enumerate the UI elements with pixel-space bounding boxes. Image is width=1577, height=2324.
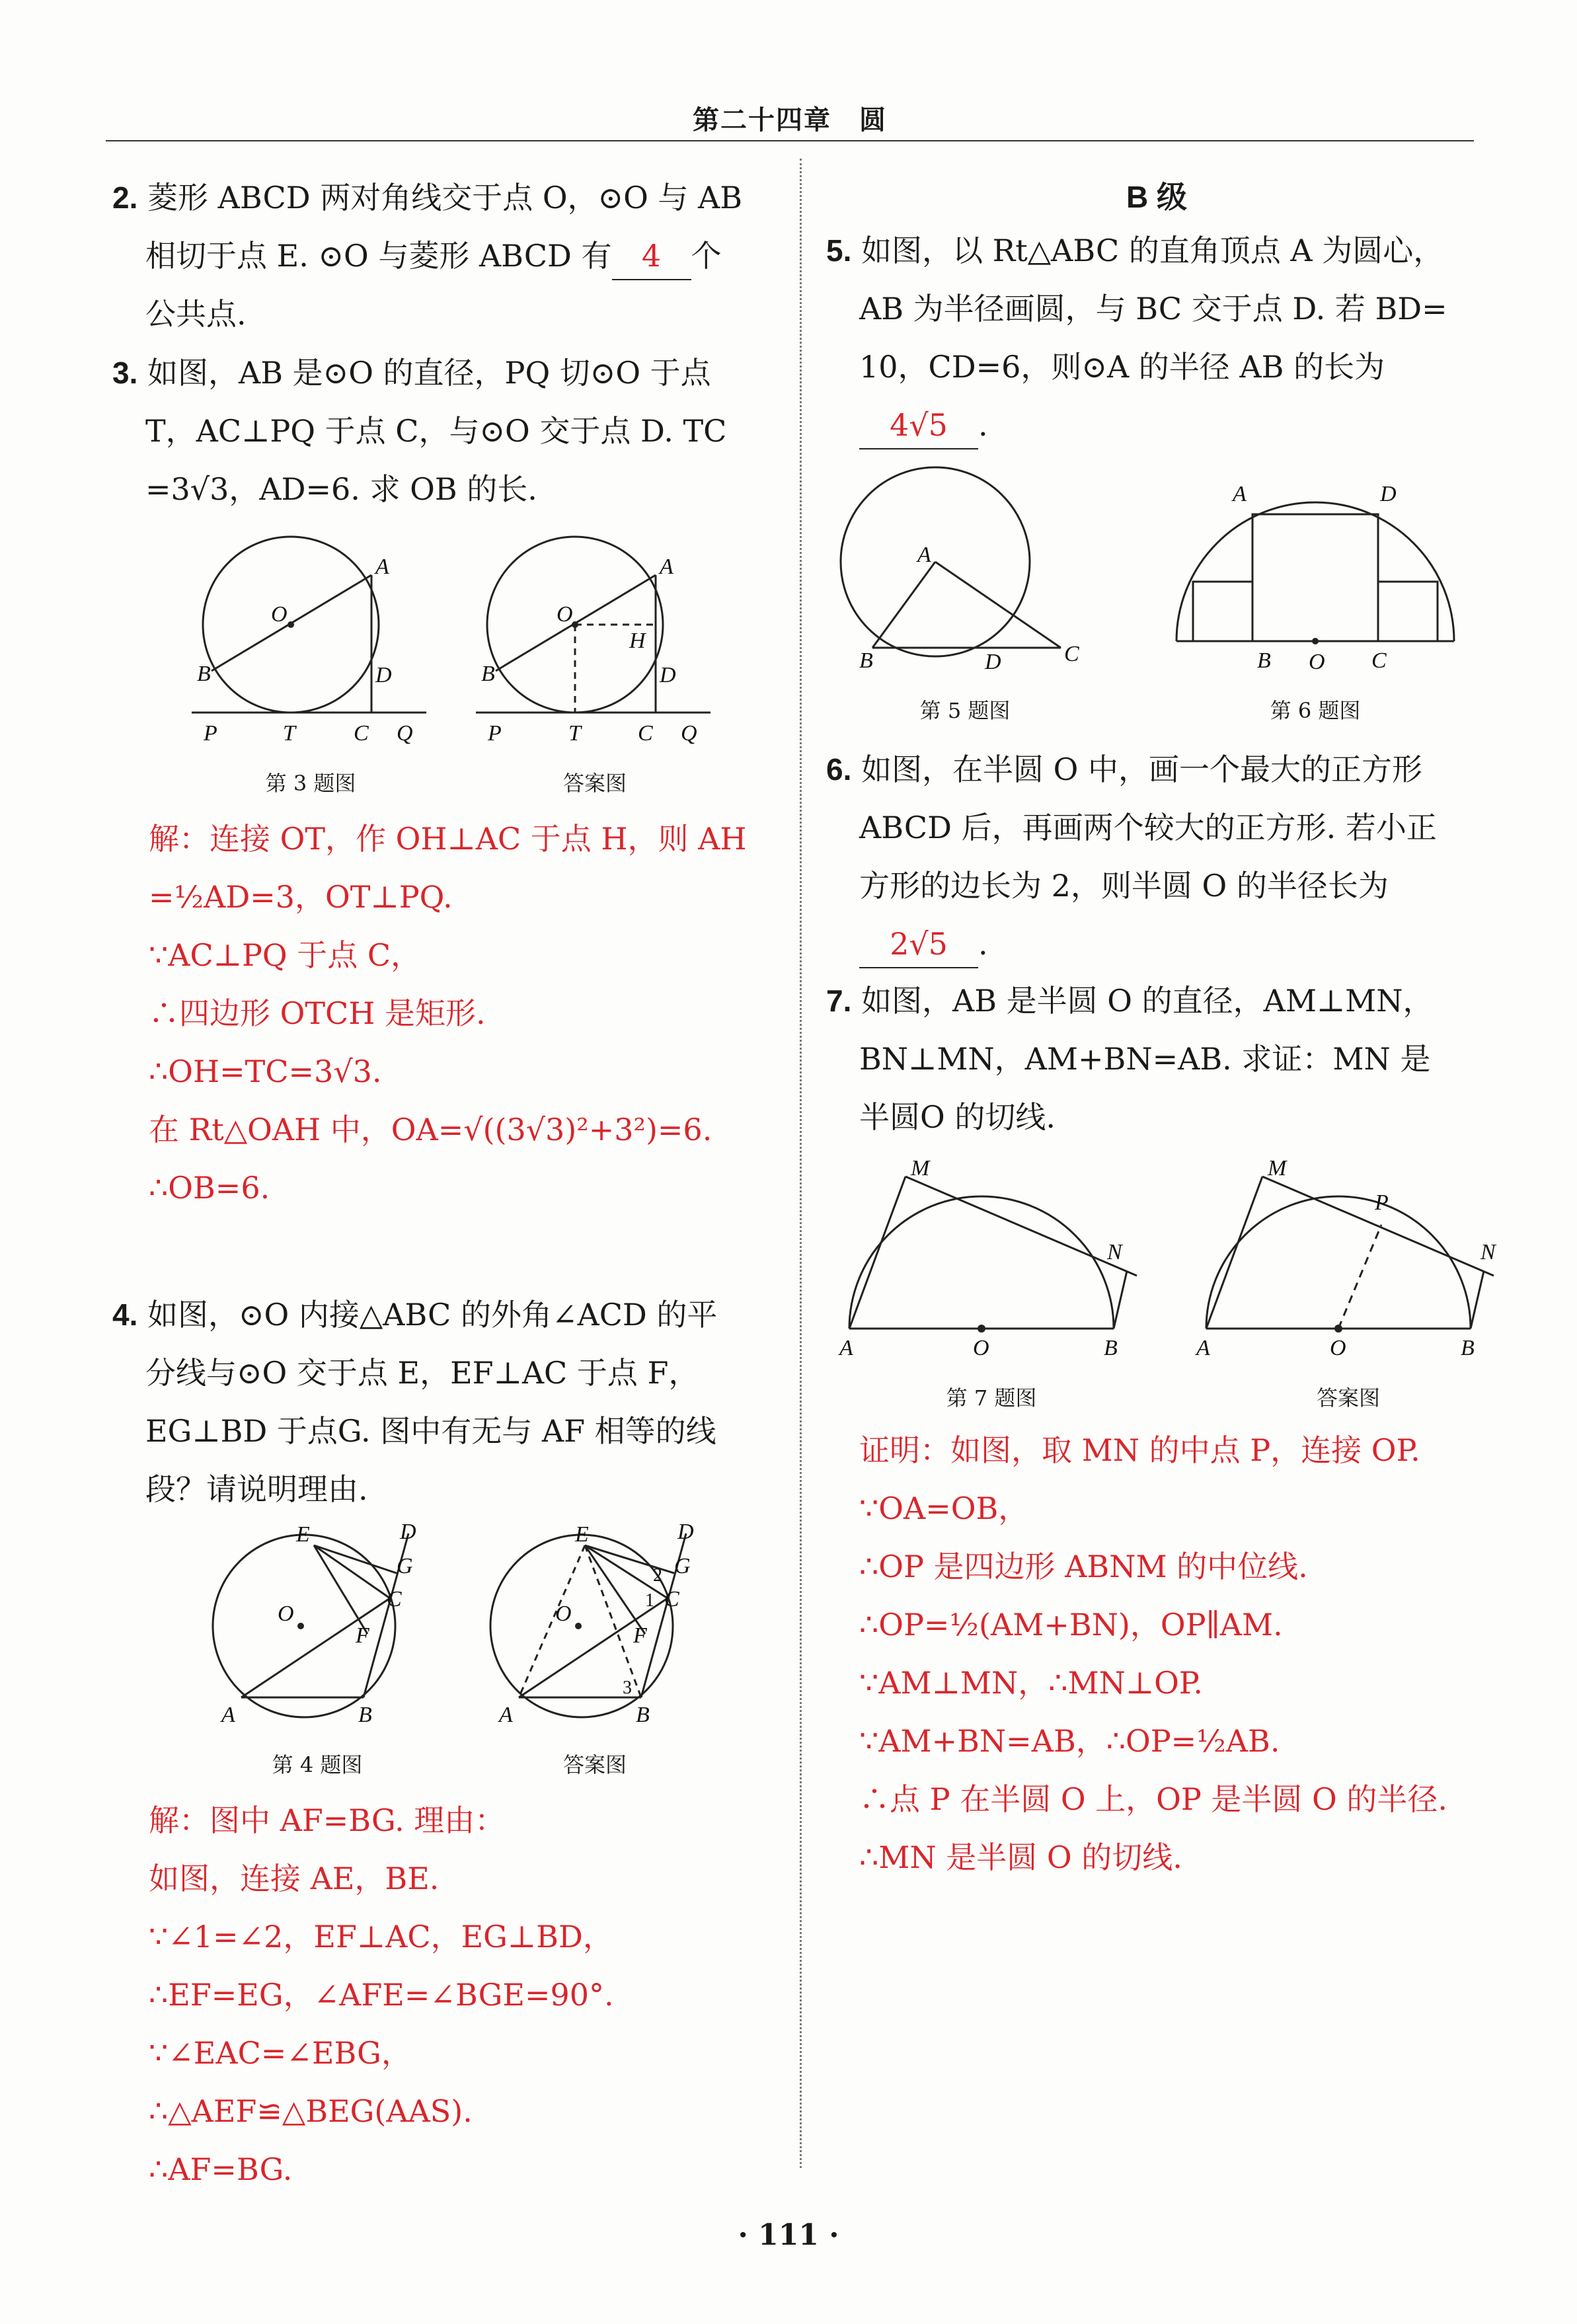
line-am: [1206, 1177, 1262, 1329]
solution-line: ∵∠EAC=∠EBG，: [149, 2035, 412, 2071]
solution-line: 解：图中 AF=BG. 理由：: [149, 1802, 506, 1838]
question-number: 2.: [112, 180, 138, 215]
figure-caption: 第 3 题图: [265, 771, 356, 796]
label-a: A: [221, 1703, 235, 1727]
figure-q4-answer: [476, 1520, 727, 1738]
question-text: EG⊥BD 于点G. 图中有无与 AF 相等的线: [145, 1413, 716, 1449]
label-f: F: [633, 1623, 647, 1648]
question-5: 5. 如图，以 Rt△ABC 的直角顶点 A 为圆心， AB 为半径画圆，与 BC 交于点 D. 若 BD= 10，CD=6，则⊙A 的半径 AB 的长为 4√5 .: [826, 221, 1481, 454]
label-b: B: [636, 1703, 650, 1727]
line-bn: [1471, 1271, 1484, 1329]
question-number: 3.: [112, 356, 138, 390]
figure-caption: 答案图: [562, 771, 627, 796]
center-dot: [978, 1325, 985, 1333]
label-g: G: [397, 1554, 413, 1578]
label-p: P: [488, 721, 502, 746]
column-divider: [800, 159, 802, 2168]
angle-label-1: 1: [645, 1590, 654, 1611]
label-q: Q: [397, 721, 413, 746]
solution-line: =½AD=3，OT⊥PQ.: [149, 879, 453, 915]
label-p: P: [1375, 1190, 1389, 1215]
solution-line: ∴OH=TC=3√3.: [149, 1054, 382, 1089]
label-n: N: [1481, 1240, 1496, 1264]
solution-line: ∴点 P 在半圆 O 上，OP 是半圆 O 的半径.: [859, 1781, 1448, 1817]
center-dot: [575, 1623, 582, 1629]
question-text: ABCD 后，再画两个较大的正方形. 若小正: [859, 810, 1437, 845]
figure-caption: 第 4 题图: [272, 1752, 363, 1777]
figure-q6: [1163, 483, 1474, 681]
solution-line: ∵AM⊥MN，∴MN⊥OP.: [859, 1665, 1204, 1701]
square-abcd: [1252, 514, 1378, 641]
label-a: A: [1233, 483, 1247, 506]
line-op: [1338, 1225, 1381, 1329]
line-mn: [905, 1177, 1137, 1276]
label-o: O: [271, 602, 288, 627]
label-b: B: [197, 662, 211, 686]
figure-caption: 答案图: [562, 1752, 627, 1777]
question-6: 6. 如图，在半圆 O 中，画一个最大的正方形 ABCD 后，再画两个较大的正方形. 若小正 方形的边长为 2，则半圆 O 的半径长为 2√5 .: [826, 740, 1481, 973]
label-b: B: [1104, 1336, 1118, 1360]
label-q: Q: [681, 721, 697, 746]
label-t: T: [568, 721, 581, 746]
line-am: [849, 1177, 905, 1329]
label-d: D: [375, 663, 392, 687]
label-h: H: [629, 629, 646, 653]
figure-q3-answer: [476, 529, 727, 754]
question-number: 4.: [112, 1298, 138, 1332]
label-b: B: [1257, 648, 1271, 673]
header-rule: [106, 140, 1474, 141]
solution-line: ∴OP=½(AM+BN)，OP∥AM.: [859, 1607, 1283, 1643]
label-a: A: [499, 1703, 513, 1727]
figure-q7: [833, 1150, 1150, 1368]
semicircle-o: [1176, 502, 1454, 641]
angle-label-3: 3: [623, 1678, 632, 1698]
question-text: 如图，⊙O 内接△ABC 的外角∠ACD 的平: [147, 1297, 718, 1333]
label-m: M: [911, 1156, 930, 1181]
question-text: 如图，AB 是半圆 O 的直径，AM⊥MN，: [861, 983, 1434, 1019]
question-number: 5.: [826, 233, 852, 268]
question-text: BN⊥MN，AM+BN=AB. 求证：MN 是: [859, 1041, 1431, 1077]
label-a: A: [917, 543, 931, 567]
label-n: N: [1107, 1240, 1122, 1264]
solution-line: ∴AF=BG.: [149, 2151, 293, 2187]
label-o: O: [1309, 650, 1325, 674]
label-d: D: [985, 650, 1001, 674]
page-number: · 111 ·: [738, 2218, 839, 2252]
semicircle-o: [1206, 1196, 1471, 1329]
label-c: C: [1064, 642, 1079, 666]
solution-3: [149, 810, 783, 1217]
label-c: C: [1371, 648, 1387, 673]
answer-blank: 4√5: [859, 402, 978, 449]
small-square-right: [1378, 582, 1438, 641]
figure-q3: [185, 529, 436, 754]
angle-label-2: 2: [653, 1565, 662, 1586]
figure-caption: 答案图: [1316, 1385, 1380, 1411]
chapter-header: 第二十四章 圆: [693, 104, 887, 136]
solution-line: ∴OB=6.: [149, 1170, 270, 1206]
solution-line: ∴四边形 OTCH 是矩形.: [149, 995, 486, 1031]
question-text: 个: [691, 238, 722, 274]
line-ab: [872, 562, 935, 648]
center-dot: [1334, 1325, 1342, 1333]
solution-line: ∵OA=OB，: [859, 1491, 1029, 1526]
solution-line: ∴OP 是四边形 ABNM 的中位线.: [859, 1549, 1308, 1584]
label-b: B: [859, 648, 873, 673]
figure-caption: 第 6 题图: [1270, 698, 1361, 723]
question-text: T，AC⊥PQ 于点 C，与⊙O 交于点 D. TC: [145, 413, 727, 449]
question-text: 如图，在半圆 O 中，画一个最大的正方形: [861, 752, 1422, 787]
solution-4: [149, 1791, 783, 2198]
solution-line: 在 Rt△OAH 中，OA=√((3√3)²+3²)=6.: [149, 1112, 712, 1147]
solution-line: ∵AM+BN=AB，∴OP=½AB.: [859, 1723, 1280, 1759]
solution-line: 解：连接 OT，作 OH⊥AC 于点 H，则 AH: [149, 821, 747, 857]
question-number: 7.: [826, 984, 852, 1018]
question-text: 相切于点 E. ⊙O 与菱形 ABCD 有: [145, 238, 612, 274]
figure-caption: 第 7 题图: [946, 1385, 1037, 1411]
figure-q5: [833, 463, 1110, 674]
small-square-left: [1193, 582, 1252, 641]
label-o: O: [555, 1602, 572, 1626]
question-text: 如图，AB 是⊙O 的直径，PQ 切⊙O 于点: [147, 355, 711, 391]
line-ac: [935, 562, 1061, 648]
question-text: 菱形 ABCD 两对角线交于点 O，⊙O 与 AB: [147, 180, 743, 215]
question-text: 10，CD=6，则⊙A 的半径 AB 的长为: [859, 349, 1385, 385]
label-o: O: [973, 1336, 989, 1360]
solution-line: 证明：如图，取 MN 的中点 P，连接 OP.: [859, 1432, 1420, 1468]
label-a: A: [1196, 1336, 1210, 1360]
label-a: A: [660, 555, 673, 579]
label-c: C: [638, 721, 653, 746]
label-c: C: [664, 1587, 679, 1611]
label-a: A: [375, 555, 389, 579]
label-a: A: [839, 1336, 853, 1360]
center-dot: [1312, 638, 1319, 644]
question-text: AB 为半径画圆，与 BC 交于点 D. 若 BD=: [859, 291, 1447, 327]
answer-blank: 2√5: [859, 921, 978, 968]
label-c: C: [387, 1587, 402, 1611]
question-text: 分线与⊙O 交于点 E，EF⊥AC 于点 F，: [145, 1355, 699, 1391]
label-o: O: [557, 602, 573, 627]
label-m: M: [1268, 1156, 1287, 1181]
label-g: G: [674, 1554, 691, 1578]
question-7: [826, 972, 1481, 1146]
figure-q4: [198, 1520, 449, 1738]
figure-q7-answer: [1190, 1150, 1507, 1368]
question-3: [112, 344, 780, 518]
semicircle-o: [849, 1196, 1114, 1329]
line-ef: [314, 1545, 367, 1634]
label-t: T: [283, 721, 295, 746]
question-4: [112, 1286, 780, 1518]
solution-line: ∵AC⊥PQ 于点 C，: [149, 937, 422, 973]
label-d: D: [677, 1520, 694, 1544]
label-f: F: [356, 1623, 369, 1648]
question-2: [112, 169, 780, 343]
label-b: B: [1461, 1336, 1475, 1360]
center-dot: [297, 1623, 304, 1629]
level-heading: B 级: [1126, 180, 1187, 214]
label-d: D: [400, 1520, 416, 1544]
question-text: 半圆O 的切线.: [859, 1099, 1056, 1135]
label-d: D: [660, 663, 676, 687]
solution-line: 如图，连接 AE，BE.: [149, 1861, 440, 1896]
solution-line: ∴MN 是半圆 O 的切线.: [859, 1840, 1182, 1875]
label-d: D: [1380, 483, 1397, 506]
label-o: O: [1330, 1336, 1346, 1360]
solution-line: ∵∠1=∠2，EF⊥AC，EG⊥BD，: [149, 1919, 613, 1955]
figure-caption: 第 5 题图: [919, 698, 1011, 723]
question-text: =3√3，AD=6. 求 OB 的长.: [145, 471, 537, 507]
label-b: B: [358, 1703, 372, 1727]
question-text: 段？请说明理由.: [145, 1471, 368, 1507]
label-b: B: [481, 662, 495, 686]
label-p: P: [204, 721, 217, 746]
solution-line: ∴△AEF≌△BEG(AAS).: [149, 2093, 473, 2129]
question-text: 方形的边长为 2，则半圆 O 的半径长为: [859, 868, 1389, 904]
center-dot: [288, 621, 294, 628]
question-text: 如图，以 Rt△ABC 的直角顶点 A 为圆心，: [861, 233, 1444, 268]
answer-blank: 4: [612, 233, 691, 280]
label-e: E: [296, 1522, 310, 1547]
question-number: 6.: [826, 752, 852, 787]
solution-7: [859, 1421, 1481, 1886]
solution-line: ∴EF=EG，∠AFE=∠BGE=90°.: [149, 1977, 614, 2013]
line-ef: [585, 1545, 645, 1634]
label-e: E: [575, 1522, 589, 1547]
label-o: O: [278, 1602, 294, 1626]
question-text: 公共点.: [145, 296, 247, 332]
line-bn: [1114, 1271, 1127, 1329]
label-c: C: [354, 721, 369, 746]
